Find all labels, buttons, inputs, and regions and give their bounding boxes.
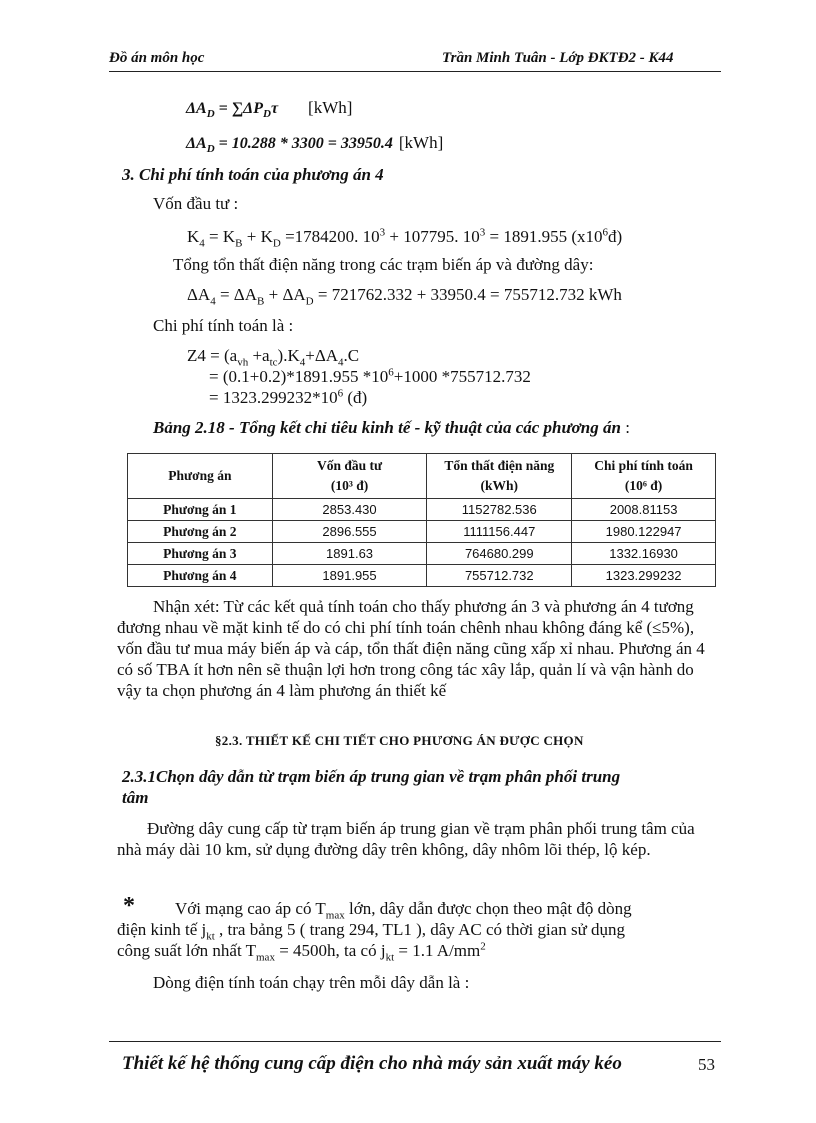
- page-number: 53: [698, 1055, 715, 1074]
- header-cell: Phương án: [128, 454, 273, 499]
- table-cell: 1152782.536: [427, 499, 572, 521]
- header-cell: Chi phí tính toán (10⁶ đ): [572, 454, 716, 499]
- z4-line3: = $1323.299232*10^6$ (đ): [209, 387, 368, 407]
- footer-title: Thiết kế hệ thống cung cấp điện cho nhà máy sản xuất máy kéo: [122, 1053, 622, 1074]
- tmax-line1: Với mạng cao áp có $T_{max}$ lớn, dây dẫn được chọn theo mật độ dòng: [175, 899, 632, 922]
- invest-label: Vốn đầu tư :: [153, 194, 239, 213]
- table-cell: 1332.16930: [572, 543, 716, 565]
- header-right: Trần Minh Tuân - Lớp ĐKTĐ2 - K44: [442, 50, 674, 66]
- table-cell: 2853.430: [272, 499, 427, 521]
- table-row: [128, 565, 716, 587]
- section-2-3-1-paragraph: Đường dây cung cấp từ trạm biến áp trung gian về trạm phân phối trung tâm của nhà máy dài 10 km, sử dụng đường dây trên không, dây nhôm lõi thép, lộ kép.: [117, 819, 695, 859]
- table-cell: 2896.555: [272, 521, 427, 543]
- bullet-star: *: [123, 893, 135, 919]
- k4-formula: $K_4 = K_B + K_D =1784200$. $10^3 + 107795$. $10^3 = 1891.955$ $(x10^6đ)$: [187, 226, 623, 250]
- table-row: [128, 499, 716, 521]
- header-cell: Tổn thất điện năng (kWh): [427, 454, 572, 499]
- table-caption: Bảng 2.18 - Tổng kết chỉ tiêu kinh tế - kỹ thuật của các phương án :: [153, 418, 630, 437]
- table-row: [128, 521, 716, 543]
- table-cell: 1980.122947: [572, 521, 716, 543]
- table-cell: 1891.955: [272, 565, 427, 587]
- z4-line2: = (0.1+0.2)*1891.955 $*10^6+1000$ *755712.732: [209, 366, 531, 386]
- table-cell: 755712.732: [427, 565, 572, 587]
- table-cell: 764680.299: [427, 543, 572, 565]
- delta-a4-formula: $\Delta A_4 = \Delta A_B + \Delta A_D = 721762.332 + 33950.4 = 755712.732$ kWh: [187, 285, 622, 308]
- section-2-3-1-title: 2.3.1Chọn dây dẫn từ trạm biến áp trung gian về trạm phân phối trung tâm: [122, 767, 621, 807]
- header-cell: Vốn đầu tư (10³ đ): [272, 454, 427, 499]
- footer-rule: [109, 1041, 721, 1042]
- current-label: Dòng điện tính toán chạy trên mỗi dây dẫn là :: [153, 973, 470, 992]
- header-left: Đồ án môn học: [109, 50, 205, 66]
- section-3-title: 3. Chi phí tính toán của phương án 4: [122, 165, 384, 184]
- formula-delta-ad: $\Delta A_D = \sum\Delta P_D\tau$ [kWh]: [186, 98, 353, 121]
- table-cell: Phương án 2: [128, 521, 273, 543]
- table-cell: Phương án 4: [128, 565, 273, 587]
- loss-label: Tổng tổn thất điện năng trong các trạm biến áp và đường dây:: [173, 255, 594, 274]
- tmax-line2: điện kinh tế $j_{kt}$ , tra bảng 5 ( trang 294, TL1 ), dây AC có thời gian sử dụng: [117, 920, 626, 943]
- table-cell: 1891.63: [272, 543, 427, 565]
- table-row: [128, 543, 716, 565]
- table-cell: 2008.81153: [572, 499, 716, 521]
- table-cell: 1111156.447: [427, 521, 572, 543]
- table-cell: Phương án 3: [128, 543, 273, 565]
- cost-label: Chi phí tính toán là :: [153, 316, 294, 335]
- table-cell: Phương án 1: [128, 499, 273, 521]
- header-rule: [109, 71, 721, 72]
- formula-delta-ad-value: $\Delta A_D = 10.288 * 3300 = 33950.4$ [kWh]: [186, 133, 444, 156]
- summary-table: [127, 453, 716, 587]
- tmax-line3: công suất lớn nhất $T_{max} = 4500h$, ta có $j_{kt} = 1.1$ $A/mm^2$: [117, 940, 486, 964]
- remark-paragraph: Nhận xét: Từ các kết quả tính toán cho thấy phương án 3 và phương án 4 tương đương nhau về mặt kinh tế do có chi phí tính toán chênh nhau không đáng kể (≤5%), vốn đầu tư mua máy biến áp và cáp, tổn thất điện năng cũng xấp xỉ nhau. Phương án 4 có số TBA ít hơn nên sẽ thuận lợi hơn trong công tác xây lắp, quản lí và vận hành do vậy ta chọn phương án 4 làm phương án thiết kế: [117, 597, 705, 700]
- table-cell: 1323.299232: [572, 565, 716, 587]
- section-2-3-heading: §2.3. THIẾT KẾ CHI TIẾT CHO PHƯƠNG ÁN ĐƯỢC CHỌN: [215, 733, 584, 748]
- z4-line1: $Z4 = (a_{vh} +a_{tc}).K_4+\Delta A_4.C$: [187, 346, 360, 369]
- table-header-row: [128, 454, 716, 499]
